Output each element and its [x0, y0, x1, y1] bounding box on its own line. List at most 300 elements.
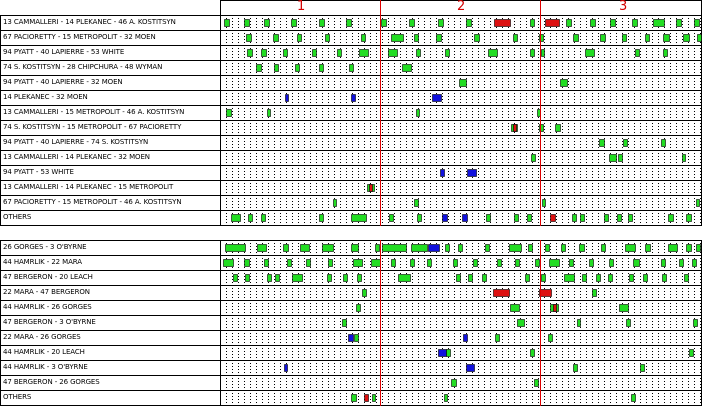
grid-dot: [574, 165, 575, 166]
grid-dot: [370, 129, 371, 130]
grid-dot: [640, 213, 641, 214]
grid-dot: [286, 144, 287, 145]
grid-dot: [646, 105, 647, 106]
grid-dot: [298, 177, 299, 178]
grid-dot: [346, 84, 347, 85]
grid-dot: [412, 210, 413, 211]
grid-dot: [598, 162, 599, 163]
grid-dot: [616, 204, 617, 205]
grid-dot: [394, 27, 395, 28]
grid-dot: [316, 123, 317, 124]
grid-dot: [448, 63, 449, 64]
grid-dot: [400, 99, 401, 100]
grid-dot: [460, 129, 461, 130]
grid-dot: [550, 156, 551, 157]
grid-dot: [322, 192, 323, 193]
grid-dot: [466, 186, 467, 187]
grid-dot: [232, 132, 233, 133]
grid-dot: [346, 165, 347, 166]
grid-dot: [304, 189, 305, 190]
grid-dot: [298, 21, 299, 22]
grid-dot: [334, 114, 335, 115]
grid-dot: [562, 108, 563, 109]
grid-dot: [274, 144, 275, 145]
grid-dot: [598, 111, 599, 112]
grid-dot: [448, 180, 449, 181]
grid-dot: [298, 201, 299, 202]
grid-dot: [610, 117, 611, 118]
grid-dot: [592, 174, 593, 175]
grid-dot: [562, 198, 563, 199]
grid-dot: [256, 78, 257, 79]
grid-dot: [394, 105, 395, 106]
grid-dot: [406, 177, 407, 178]
grid-dot: [454, 171, 455, 172]
grid-dot: [562, 204, 563, 205]
grid-dot: [496, 129, 497, 130]
grid-dot: [616, 114, 617, 115]
grid-dot: [628, 48, 629, 49]
grid-dot: [226, 39, 227, 40]
grid-dot: [448, 39, 449, 40]
grid-dot: [538, 192, 539, 193]
grid-dot: [430, 48, 431, 49]
grid-dot: [490, 135, 491, 136]
grid-dot: [268, 138, 269, 139]
grid-dot: [646, 150, 647, 151]
grid-dot: [616, 78, 617, 79]
grid-dot: [544, 159, 545, 160]
grid-dot: [280, 171, 281, 172]
grid-dot: [424, 135, 425, 136]
grid-dot: [364, 90, 365, 91]
grid-dot: [340, 48, 341, 49]
grid-dot: [592, 75, 593, 76]
grid-dot: [352, 207, 353, 208]
grid-dot: [298, 102, 299, 103]
grid-dot: [526, 108, 527, 109]
grid-dot: [256, 30, 257, 31]
grid-dot: [364, 45, 365, 46]
grid-dot: [634, 147, 635, 148]
grid-dot: [250, 204, 251, 205]
grid-dot: [370, 81, 371, 82]
grid-dot: [322, 201, 323, 202]
grid-dot: [544, 216, 545, 217]
grid-dot: [394, 204, 395, 205]
grid-dot: [556, 153, 557, 154]
grid-dot: [568, 198, 569, 199]
grid-dot: [622, 72, 623, 73]
grid-dot: [280, 84, 281, 85]
grid-dot: [454, 114, 455, 115]
grid-dot: [610, 126, 611, 127]
grid-dot: [514, 213, 515, 214]
grid-dot: [274, 138, 275, 139]
grid-dot: [544, 165, 545, 166]
grid-dot: [316, 147, 317, 148]
grid-dot: [304, 18, 305, 19]
grid-dot: [256, 183, 257, 184]
grid-dot: [640, 48, 641, 49]
grid-dot: [640, 144, 641, 145]
grid-dot: [634, 126, 635, 127]
grid-dot: [412, 114, 413, 115]
grid-dot: [628, 195, 629, 196]
grid-dot: [532, 102, 533, 103]
grid-dot: [574, 27, 575, 28]
grid-dot: [238, 42, 239, 43]
grid-dot: [472, 99, 473, 100]
grid-dot: [400, 180, 401, 181]
grid-dot: [478, 42, 479, 43]
grid-dot: [388, 141, 389, 142]
grid-dot: [364, 174, 365, 175]
grid-dot: [472, 129, 473, 130]
grid-dot: [622, 186, 623, 187]
grid-dot: [286, 123, 287, 124]
grid-dot: [436, 63, 437, 64]
grid-dot: [556, 198, 557, 199]
grid-dot: [532, 63, 533, 64]
grid-dot: [544, 195, 545, 196]
grid-dot: [286, 30, 287, 31]
grid-dot: [526, 195, 527, 196]
grid-dot: [406, 189, 407, 190]
grid-dot: [268, 39, 269, 40]
grid-dot: [376, 150, 377, 151]
grid-dot: [646, 117, 647, 118]
grid-dot: [244, 204, 245, 205]
grid-dot: [574, 129, 575, 130]
grid-dot: [388, 117, 389, 118]
grid-dot: [520, 204, 521, 205]
grid-dot: [394, 150, 395, 151]
grid-dot: [466, 195, 467, 196]
grid-dot: [448, 66, 449, 67]
grid-dot: [262, 99, 263, 100]
grid-dot: [400, 138, 401, 139]
grid-dot: [286, 207, 287, 208]
grid-dot: [430, 84, 431, 85]
grid-dot: [232, 213, 233, 214]
grid-dot: [400, 75, 401, 76]
grid-dot: [412, 207, 413, 208]
grid-dot: [304, 123, 305, 124]
grid-dot: [244, 69, 245, 70]
grid-dot: [652, 105, 653, 106]
grid-dot: [478, 30, 479, 31]
grid-dot: [244, 81, 245, 82]
grid-dot: [334, 99, 335, 100]
grid-dot: [628, 141, 629, 142]
grid-dot: [244, 66, 245, 67]
grid-dot: [262, 21, 263, 22]
grid-dot: [268, 66, 269, 67]
grid-dot: [604, 183, 605, 184]
grid-dot: [232, 45, 233, 46]
grid-dot: [634, 168, 635, 169]
grid-dot: [400, 48, 401, 49]
grid-dot: [616, 51, 617, 52]
grid-dot: [340, 96, 341, 97]
grid-dot: [640, 147, 641, 148]
grid-dot: [280, 81, 281, 82]
grid-dot: [376, 66, 377, 67]
grid-dot: [304, 144, 305, 145]
grid-dot: [274, 54, 275, 55]
grid-dot: [598, 84, 599, 85]
grid-dot: [328, 156, 329, 157]
grid-dot: [376, 96, 377, 97]
grid-dot: [280, 153, 281, 154]
grid-dot: [550, 150, 551, 151]
grid-dot: [532, 96, 533, 97]
grid-dot: [388, 63, 389, 64]
grid-dot: [370, 153, 371, 154]
grid-dot: [304, 78, 305, 79]
grid-dot: [418, 42, 419, 43]
grid-dot: [346, 30, 347, 31]
grid-dot: [496, 210, 497, 211]
grid-dot: [388, 210, 389, 211]
grid-dot: [322, 144, 323, 145]
grid-dot: [322, 198, 323, 199]
grid-dot: [508, 114, 509, 115]
grid-dot: [568, 87, 569, 88]
grid-dot: [382, 72, 383, 73]
grid-dot: [358, 123, 359, 124]
grid-dot: [574, 87, 575, 88]
grid-dot: [478, 18, 479, 19]
grid-dot: [454, 42, 455, 43]
grid-dot: [586, 198, 587, 199]
grid-dot: [310, 150, 311, 151]
grid-dot: [466, 69, 467, 70]
grid-dot: [292, 126, 293, 127]
grid-dot: [400, 45, 401, 46]
grid-dot: [604, 60, 605, 61]
grid-dot: [574, 93, 575, 94]
grid-dot: [514, 123, 515, 124]
grid-dot: [280, 105, 281, 106]
grid-dot: [406, 24, 407, 25]
grid-dot: [298, 117, 299, 118]
grid-dot: [466, 30, 467, 31]
grid-dot: [304, 126, 305, 127]
grid-dot: [460, 57, 461, 58]
grid-dot: [274, 42, 275, 43]
grid-dot: [298, 54, 299, 55]
grid-dot: [490, 165, 491, 166]
grid-dot: [286, 219, 287, 220]
grid-dot: [616, 132, 617, 133]
grid-dot: [646, 177, 647, 178]
grid-dot: [406, 120, 407, 121]
grid-dot: [454, 60, 455, 61]
grid-dot: [604, 192, 605, 193]
grid-dot: [226, 126, 227, 127]
grid-dot: [466, 111, 467, 112]
grid-dot: [334, 162, 335, 163]
grid-dot: [346, 135, 347, 136]
grid-dot: [238, 120, 239, 121]
grid-dot: [238, 87, 239, 88]
grid-dot: [502, 72, 503, 73]
grid-dot: [460, 132, 461, 133]
grid-dot: [646, 165, 647, 166]
grid-dot: [634, 186, 635, 187]
grid-dot: [430, 135, 431, 136]
grid-dot: [532, 120, 533, 121]
grid-dot: [544, 147, 545, 148]
grid-dot: [340, 60, 341, 61]
grid-dot: [346, 123, 347, 124]
grid-dot: [514, 141, 515, 142]
grid-dot: [544, 162, 545, 163]
grid-dot: [370, 105, 371, 106]
grid-dot: [586, 33, 587, 34]
grid-dot: [580, 138, 581, 139]
grid-dot: [334, 78, 335, 79]
grid-dot: [478, 21, 479, 22]
grid-dot: [592, 153, 593, 154]
grid-dot: [274, 210, 275, 211]
grid-dot: [346, 177, 347, 178]
grid-dot: [502, 126, 503, 127]
grid-dot: [430, 30, 431, 31]
grid-dot: [598, 132, 599, 133]
grid-dot: [514, 45, 515, 46]
grid-dot: [490, 183, 491, 184]
grid-dot: [562, 105, 563, 106]
grid-dot: [310, 129, 311, 130]
grid-dot: [466, 18, 467, 19]
grid-dot: [610, 27, 611, 28]
grid-dot: [376, 165, 377, 166]
grid-dot: [238, 69, 239, 70]
grid-dot: [448, 120, 449, 121]
grid-dot: [652, 177, 653, 178]
grid-dot: [652, 48, 653, 49]
grid-dot: [352, 93, 353, 94]
grid-dot: [550, 144, 551, 145]
grid-dot: [508, 198, 509, 199]
grid-dot: [634, 222, 635, 223]
grid-dot: [616, 219, 617, 220]
grid-dot: [568, 147, 569, 148]
grid-dot: [472, 63, 473, 64]
grid-dot: [424, 48, 425, 49]
grid-dot: [268, 144, 269, 145]
grid-dot: [652, 117, 653, 118]
grid-dot: [556, 132, 557, 133]
grid-dot: [418, 84, 419, 85]
grid-dot: [604, 201, 605, 202]
grid-dot: [340, 21, 341, 22]
grid-dot: [274, 189, 275, 190]
grid-dot: [574, 81, 575, 82]
grid-dot: [616, 183, 617, 184]
grid-dot: [508, 111, 509, 112]
grid-dot: [550, 192, 551, 193]
grid-dot: [490, 69, 491, 70]
grid-dot: [598, 144, 599, 145]
grid-dot: [508, 180, 509, 181]
grid-dot: [286, 201, 287, 202]
grid-dot: [586, 75, 587, 76]
grid-dot: [346, 108, 347, 109]
grid-dot: [448, 207, 449, 208]
grid-dot: [304, 42, 305, 43]
grid-dot: [358, 120, 359, 121]
grid-dot: [244, 183, 245, 184]
grid-dot: [616, 129, 617, 130]
grid-dot: [394, 189, 395, 190]
grid-dot: [334, 171, 335, 172]
grid-dot: [238, 108, 239, 109]
grid-dot: [640, 219, 641, 220]
grid-dot: [556, 72, 557, 73]
grid-dot: [574, 21, 575, 22]
grid-dot: [304, 174, 305, 175]
grid-dot: [424, 159, 425, 160]
grid-dot: [508, 183, 509, 184]
grid-dot: [466, 222, 467, 223]
grid-dot: [556, 87, 557, 88]
grid-dot: [256, 45, 257, 46]
grid-dot: [352, 87, 353, 88]
grid-dot: [442, 168, 443, 169]
grid-dot: [268, 48, 269, 49]
grid-dot: [280, 123, 281, 124]
grid-dot: [616, 87, 617, 88]
grid-dot: [640, 222, 641, 223]
grid-dot: [556, 93, 557, 94]
grid-dot: [280, 69, 281, 70]
grid-dot: [424, 186, 425, 187]
grid-dot: [316, 207, 317, 208]
grid-dot: [568, 75, 569, 76]
grid-dot: [442, 150, 443, 151]
grid-dot: [526, 210, 527, 211]
grid-dot: [244, 186, 245, 187]
grid-dot: [574, 186, 575, 187]
grid-dot: [364, 30, 365, 31]
grid-dot: [424, 126, 425, 127]
grid-dot: [490, 60, 491, 61]
grid-dot: [250, 168, 251, 169]
grid-dot: [352, 78, 353, 79]
grid-dot: [526, 132, 527, 133]
grid-dot: [532, 177, 533, 178]
grid-dot: [460, 45, 461, 46]
grid-dot: [478, 78, 479, 79]
grid-dot: [358, 114, 359, 115]
grid-dot: [508, 87, 509, 88]
grid-dot: [376, 207, 377, 208]
grid-dot: [346, 213, 347, 214]
grid-dot: [544, 57, 545, 58]
grid-dot: [556, 168, 557, 169]
grid-dot: [316, 153, 317, 154]
grid-dot: [532, 108, 533, 109]
grid-dot: [634, 66, 635, 67]
grid-dot: [622, 183, 623, 184]
grid-dot: [640, 60, 641, 61]
grid-dot: [466, 39, 467, 40]
grid-dot: [244, 216, 245, 217]
